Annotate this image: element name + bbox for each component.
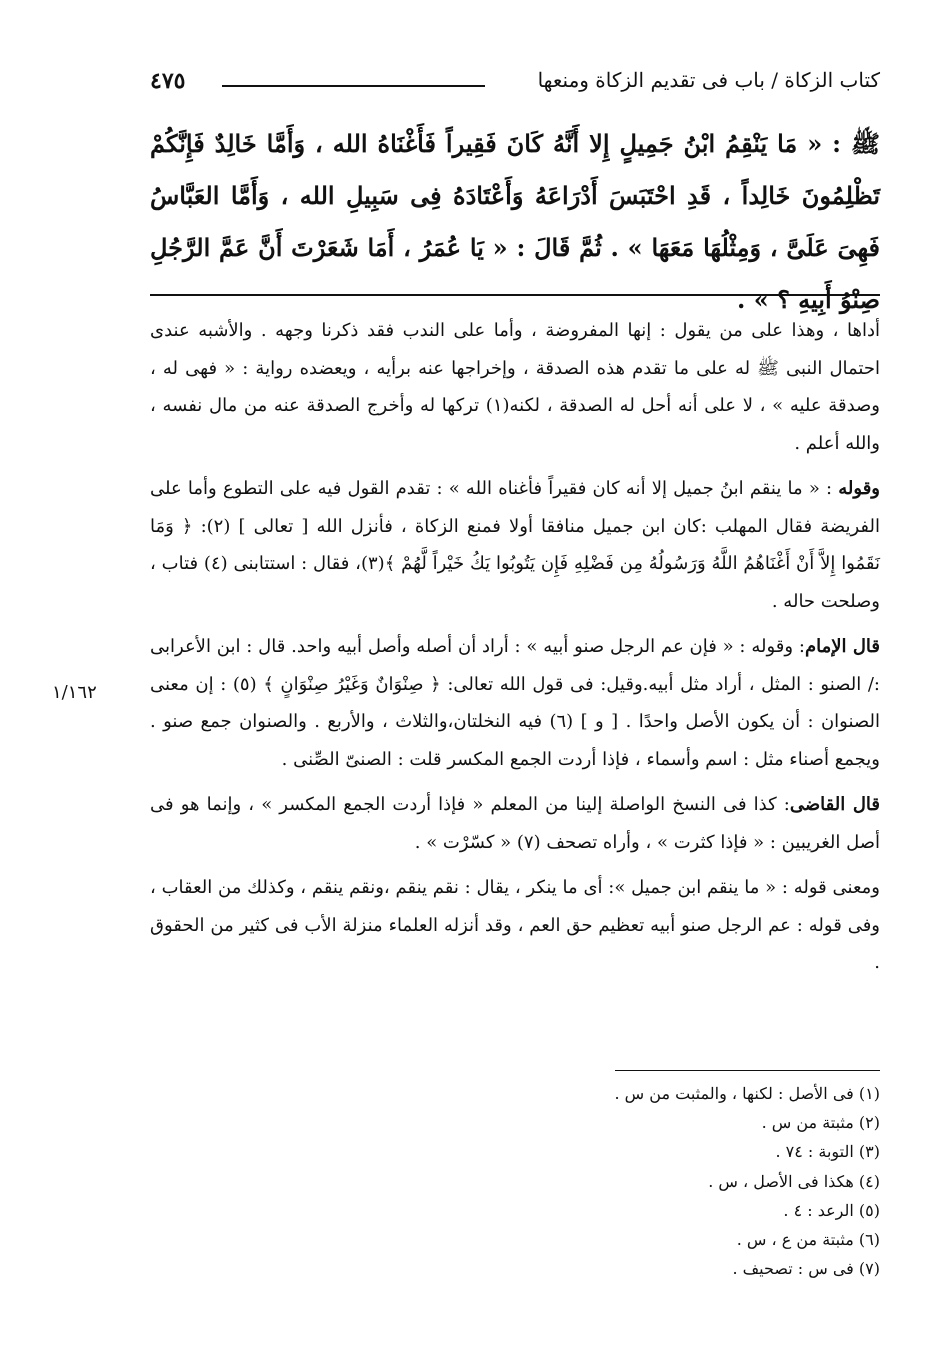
- footnote-item: (٦) مثبتة من ع ، س .: [736, 1230, 880, 1250]
- running-header-title: كتاب الزكاة / باب فى تقديم الزكاة ومنعها: [537, 68, 880, 92]
- margin-folio-note: ١/١٦٢: [52, 682, 97, 703]
- paragraph-lead: قال الإمام: [804, 636, 880, 657]
- footnote-item: (١) فى الأصل : لكنها ، والمثبت من س .: [614, 1084, 880, 1103]
- footnote-item: (٧) فى س : تصحيف .: [732, 1259, 880, 1279]
- footnote-item: (٣) التوبة : ٧٤ .: [775, 1142, 880, 1162]
- commentary-paragraph-4: قال القاضى: كذا فى النسخ الواصلة إلينا من المعلم « فإذا أردت الجمع المكسر » ، وإنما هو فى أصل الغريبين : « فإذا كثرت » ، وأراه تصحف (٧) « كسّرْت » .: [150, 794, 881, 853]
- running-header: [150, 66, 880, 100]
- header-divider: [222, 85, 485, 87]
- commentary: [150, 312, 880, 990]
- paragraph-lead: وقوله: [838, 478, 880, 499]
- footnote-item: (٤) هكذا فى الأصل ، س .: [708, 1171, 880, 1191]
- paragraph-lead: قال القاضى: [789, 794, 881, 815]
- footnote-item: (٥) الرعد : ٤ .: [783, 1200, 880, 1220]
- hadith-text: ﷺ : « مَا يَنْقِمُ ابْنُ جَمِيلٍ إِلا أَنَّهُ كَانَ فَقِيراً فَأَغْنَاهُ الله ، وَأَمَّا خَالِدٌ فَإِنَّكُمْ تَظْلِمُونَ خَالِداً ، قَدِ احْتَبَسَ أَدْرَاعَهُ وَأَعْتَادَهُ فِى سَبِيلِ الله ، وَأَمَّا العَبَّاسُ فَهِىَ عَلَىَّ ، وَمِثْلُهَا مَعَهَا » . ثُمَّ قَالَ : « يَا عُمَرُ ، أَمَا شَعَرْتَ أَنَّ عَمَّ الرَّجُلِ صِنْوُ أَبِيهِ ؟ » .: [150, 129, 880, 314]
- footnote-item: (٢) مثبتة من س .: [761, 1113, 880, 1133]
- page-number: ٤٧٥: [150, 68, 186, 94]
- footnote-divider: [615, 1070, 880, 1071]
- commentary-paragraph-5: ومعنى قوله : « ما ينقم ابن جميل »: أى ما ينكر ، يقال : نقم ينقم ،ونقم ينقم ، وكذلك من العقاب ، وفى قوله : عم الرجل صنو أبيه تعظيم حق العم ، وقد أنزله العلماء منزلة الأب فى كثير من الحقوق .: [150, 877, 880, 973]
- commentary-paragraph-1: أداها ، وهذا على من يقول : إنها المفروضة ، وأما على الندب فقد ذكرنا وجهه . والأشبه عندى احتمال النبى ﷺ له على ما تقدم هذه الصدقة ، وإخراجها عنه برأيه ، ويعضده رواية : « فهى له ، وصدقة عليه » ، لا على أنه أحل له الصدقة ، لكنه(١) تركها له وأخرج الصدقة عنه من مال نفسه ، والله أعلم .: [150, 320, 880, 454]
- commentary-paragraph-2: وقوله : « ما ينقم ابنُ جميل إلا أنه كان فقيراً فأغناه الله » : تقدم القول فيه على التطوع وأما على الفريضة فقال المهلب :كان ابن جميل منافقا أولا فمنع الزكاة ، فأنزل الله [ تعالى ] (٢): ﴿ وَمَا نَقَمُوا إِلاَّ أَنْ أَغْنَاهُمُ اللَّهُ وَرَسُولُهُ مِن فَضْلِهِ فَإِن يَتُوبُوا يَكُ خَيْراً لَّهُمْ ﴾(٣)، فقال : استتابنى (٤) فتاب ، وصلحت حاله .: [150, 478, 881, 612]
- section-divider: [150, 294, 880, 296]
- commentary-paragraph-3: قال الإمام: وقوله : « فإن عم الرجل صنو أبيه » : أراد أن أصله وأصل أبيه واحد. قال : ابن الأعرابى :/ الصنو : المثل ، أراد مثل أبيه.وقيل: فى قول الله تعالى: ﴿ صِنْوَانٌ وَغَيْرُ صِنْوَانٍ ﴾ (٥) : إن معنى الصنوان : أن يكون الأصل واحدًا . [ و ] (٦) فيه النخلتان،والثلاث ، والأربع . والصنوان جمع صنو . ويجمع أصناء مثل : اسم وأسماء ، فإذا أردت الجمع المكسر قلت : الصنىّ الصِّنى .: [150, 636, 880, 770]
- footnotes: [150, 1079, 880, 1283]
